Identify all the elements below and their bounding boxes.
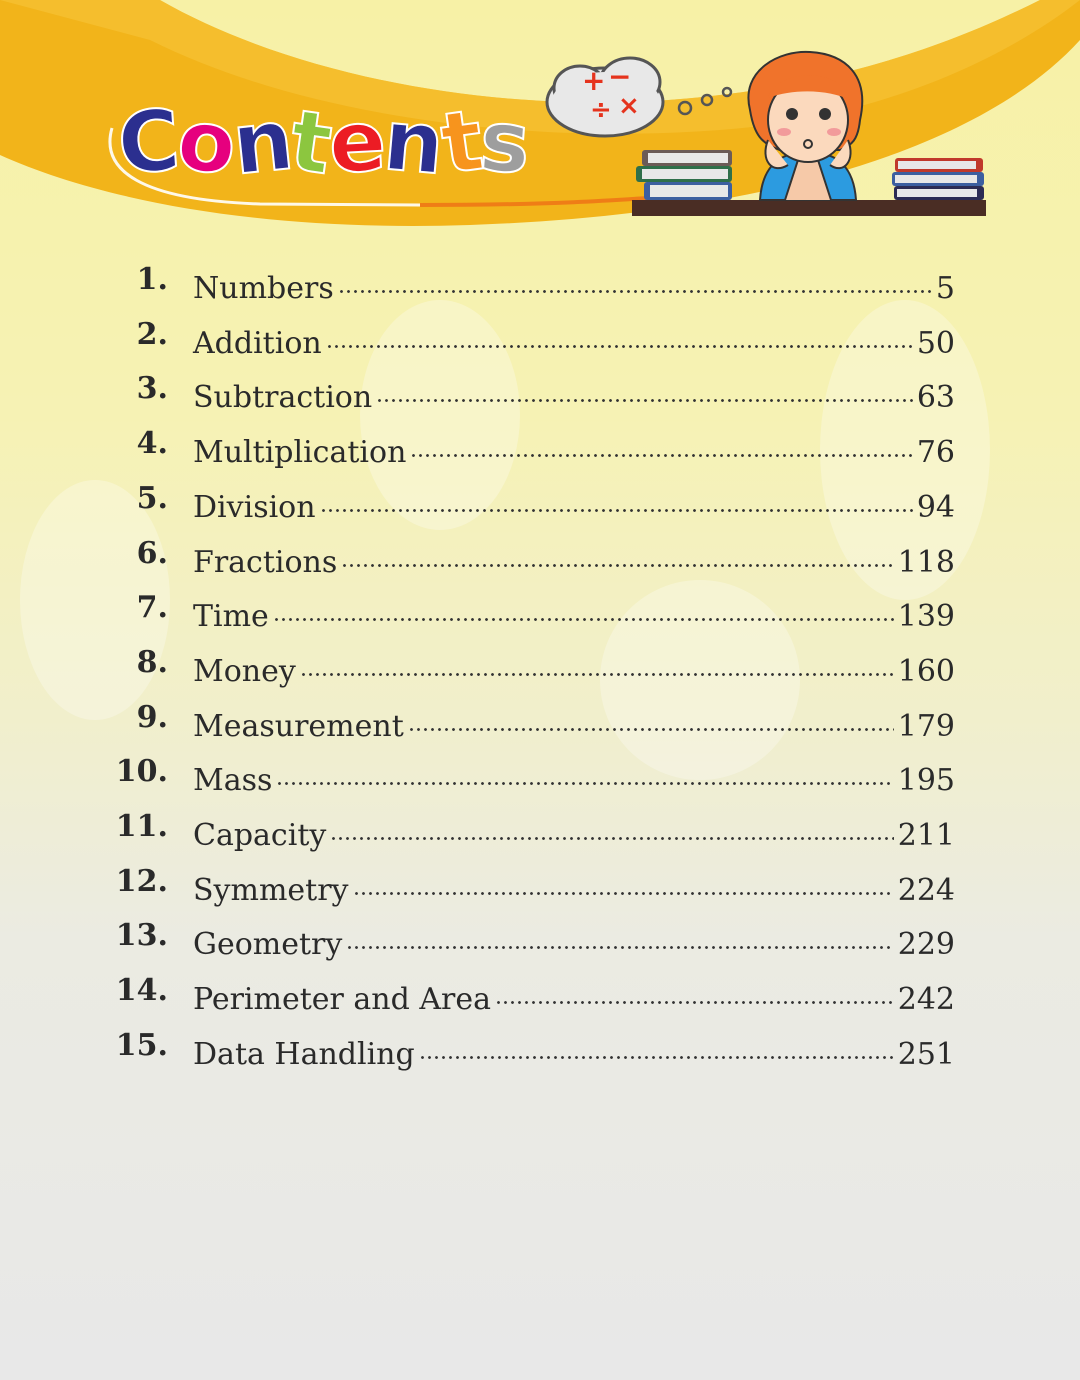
chapter-title: Division [193, 489, 316, 525]
toc-entry[interactable] [0, 637, 1080, 691]
dot-leader [273, 590, 894, 626]
desk-icon [632, 200, 986, 216]
chapter-title: Money [193, 653, 296, 689]
chapter-title: Subtraction [193, 380, 373, 416]
page-number: 118 [897, 544, 955, 580]
page-number: 50 [916, 325, 955, 361]
chapter-line [193, 700, 955, 744]
page-number: 160 [897, 653, 955, 689]
plus-symbol: + [582, 64, 606, 97]
divide-symbol: ÷ [590, 95, 612, 125]
thought-cloud-icon [547, 58, 731, 136]
toc-entry[interactable] [0, 856, 1080, 910]
chapter-number: 5. [136, 480, 168, 516]
toc-entry[interactable] [0, 801, 1080, 855]
toc-entry[interactable] [0, 582, 1080, 636]
chapter-title: Symmetry [193, 872, 349, 908]
chapter-line [193, 317, 955, 361]
toc-entry[interactable] [0, 363, 1080, 417]
dot-leader [353, 864, 894, 900]
chapter-title: Fractions [193, 544, 338, 580]
book-stack-left-icon [636, 150, 732, 200]
dot-leader [419, 1028, 894, 1064]
dot-leader [326, 317, 913, 353]
chapter-number: 2. [136, 316, 168, 352]
page-number: 211 [897, 818, 955, 853]
dot-leader [495, 973, 894, 1009]
chapter-line [193, 426, 955, 470]
girl-icon [748, 52, 862, 200]
chapter-number: 10. [115, 754, 168, 790]
page-number: 242 [897, 982, 955, 1018]
dot-leader [376, 371, 913, 407]
page-title [114, 90, 532, 194]
chapter-number: 14. [115, 973, 168, 1009]
chapter-line [193, 645, 955, 689]
dot-leader [410, 426, 912, 462]
title-letter: s [476, 91, 532, 193]
dot-leader [330, 809, 893, 845]
title-letter: t [284, 90, 336, 194]
chapter-number: 11. [115, 809, 168, 844]
chapter-number: 4. [136, 426, 168, 462]
toc-entry[interactable] [0, 965, 1080, 1019]
minus-symbol: − [608, 60, 632, 93]
toc-entry[interactable] [0, 309, 1080, 363]
toc-entry[interactable] [0, 910, 1080, 964]
page-number: 229 [897, 927, 955, 963]
chapter-number: 12. [115, 863, 168, 899]
chapter-line [193, 754, 955, 798]
thinking-girl-illustration [540, 40, 1000, 230]
chapter-number: 8. [136, 644, 168, 680]
toc-entry[interactable] [0, 473, 1080, 527]
toc-entry[interactable] [0, 692, 1080, 746]
page-number: 63 [916, 380, 955, 416]
chapter-title: Geometry [193, 927, 343, 963]
title-letter: n [380, 90, 447, 194]
chapter-title: Perimeter and Area [193, 982, 492, 1018]
chapter-title: Addition [193, 325, 322, 361]
chapter-title: Mass [193, 763, 273, 799]
toc-entry[interactable] [0, 254, 1080, 308]
title-letter: o [172, 90, 239, 194]
chapter-line [193, 371, 955, 415]
chapter-title: Time [193, 599, 269, 635]
page-number: 5 [935, 271, 955, 306]
dot-leader [338, 262, 932, 298]
title-letter: t [435, 90, 487, 194]
dot-leader [300, 645, 894, 681]
chapter-number: 7. [136, 590, 168, 626]
dot-leader [276, 754, 893, 790]
chapter-title: Multiplication [193, 435, 407, 471]
chapter-line [193, 536, 955, 580]
chapter-line [193, 809, 955, 853]
chapter-number: 15. [115, 1027, 168, 1063]
chapter-title: Numbers [193, 271, 334, 306]
chapter-number: 3. [136, 371, 168, 407]
toc-entry[interactable] [0, 418, 1080, 472]
page-number: 195 [897, 763, 955, 799]
dot-leader [346, 918, 893, 954]
chapter-line [193, 864, 955, 908]
chapter-line [193, 918, 955, 962]
page-number: 76 [916, 435, 955, 471]
dot-leader [320, 481, 913, 517]
chapter-title: Measurement [193, 708, 404, 744]
page-number: 251 [897, 1036, 955, 1072]
chapter-number: 9. [136, 699, 168, 735]
page-number: 94 [916, 489, 955, 525]
dot-leader [341, 536, 893, 572]
title-letter: e [326, 91, 387, 193]
dot-leader [408, 700, 894, 736]
chapter-line [193, 590, 955, 634]
page-number: 224 [897, 872, 955, 908]
title-letter: C [114, 91, 182, 193]
chapter-line [193, 262, 955, 306]
page-number: 139 [897, 599, 955, 635]
multiply-symbol: × [618, 91, 640, 121]
chapter-title: Capacity [193, 818, 327, 853]
chapter-line [193, 1028, 955, 1072]
chapter-line [193, 481, 955, 525]
chapter-number: 1. [136, 262, 168, 297]
title-letter: n [228, 90, 297, 194]
toc-entry[interactable] [0, 528, 1080, 582]
toc-entry[interactable] [0, 746, 1080, 800]
page-number: 179 [897, 708, 955, 744]
book-stack-right-icon [892, 158, 984, 200]
chapter-title: Data Handling [193, 1036, 415, 1072]
chapter-number: 6. [136, 535, 168, 571]
chapter-number: 13. [115, 918, 168, 954]
toc-entry[interactable] [0, 1020, 1080, 1074]
chapter-line [193, 973, 955, 1017]
